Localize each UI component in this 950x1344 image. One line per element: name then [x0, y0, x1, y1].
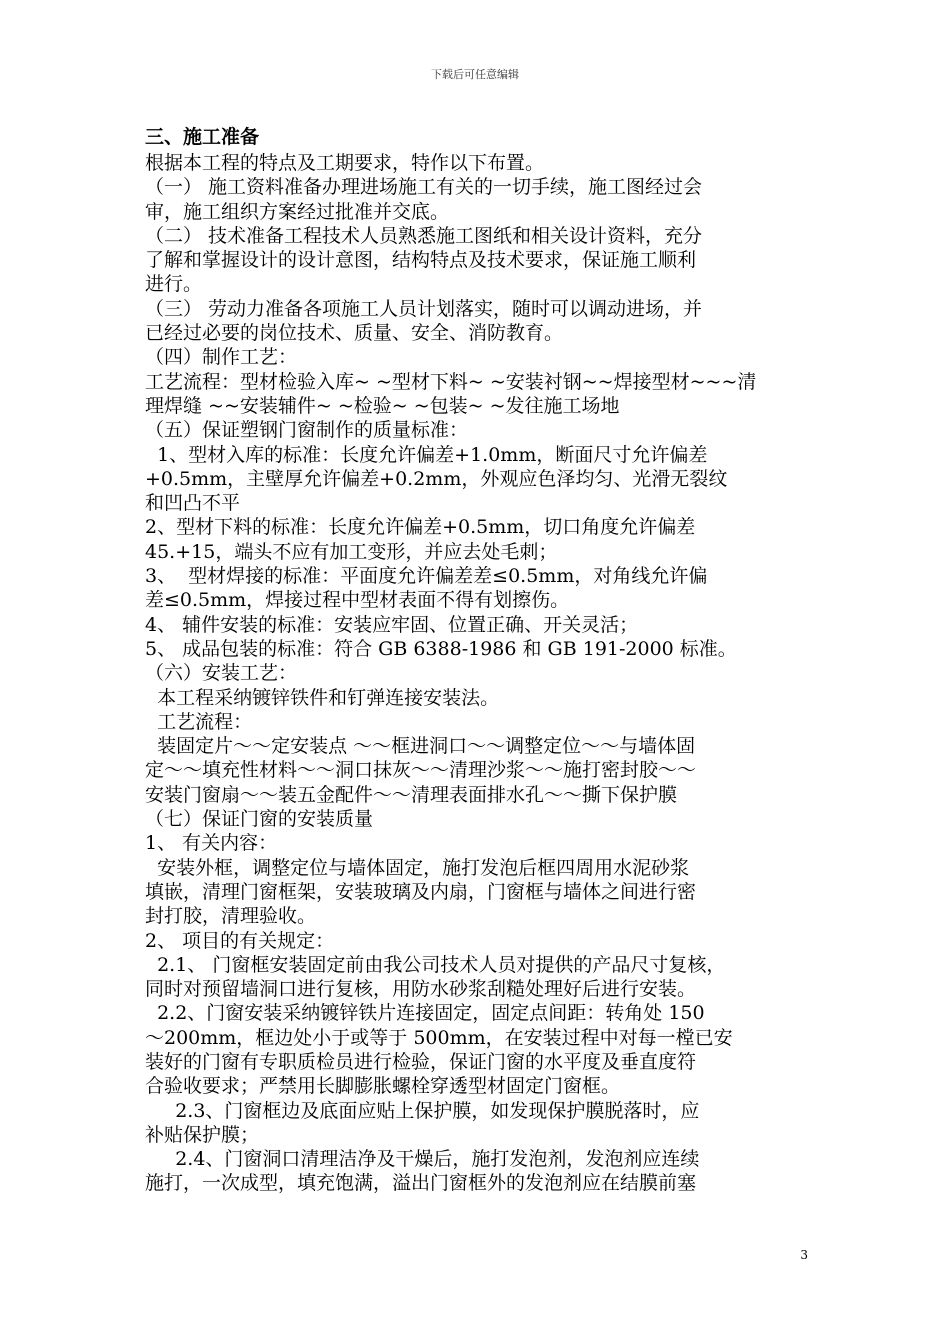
- paragraph-lines: [145, 151, 815, 1196]
- text-line: 补贴保护膜；: [145, 1123, 260, 1146]
- text-line: 本工程采纳镀锌铁件和钉弹连接安装法。: [145, 686, 500, 709]
- text-line: 审，施工组织方案经过批准并交底。: [145, 200, 450, 223]
- text-line: 2、 项目的有关规定：: [145, 929, 335, 952]
- text-line: 根据本工程的特点及工期要求，特作以下布置。: [145, 152, 545, 174]
- text-line: （七）保证门窗的安装质量: [145, 808, 374, 831]
- text-line: ～200mm，框边处小于或等于 500mm，在安装过程中对每一樘已安: [145, 1026, 733, 1049]
- text-line: 了解和掌握设计的设计意图，结构特点及技术要求，保证施工顺利: [145, 249, 697, 272]
- text-line: 1、 有关内容：: [145, 832, 278, 855]
- text-line: 封打胶，清理验收。: [145, 905, 317, 928]
- text-line: 理焊缝 ~~安装辅件~ ~检验~ ~包装~ ~发往施工场地: [145, 394, 620, 417]
- text-line: （六）安装工艺：: [145, 662, 298, 685]
- text-line: 安装外框，调整定位与墙体固定，施打发泡后框四周用水泥砂浆: [145, 856, 690, 879]
- text-line: 装好的门窗有专职质检员进行检验，保证门窗的水平度及垂直度符: [145, 1050, 697, 1073]
- text-line: 工艺流程：型材检验入库~ ~型材下料~ ~安装衬钢~~焊接型材~~~清: [145, 370, 757, 393]
- page-number: 3: [800, 1248, 808, 1262]
- text-line: 合验收要求；严禁用长脚膨胀螺栓穿透型材固定门窗框。: [145, 1075, 621, 1098]
- text-line: （三） 劳动力准备各项施工人员计划落实，随时可以调动进场，并: [145, 297, 703, 320]
- text-line: （二） 技术准备工程技术人员熟悉施工图纸和相关设计资料，充分: [145, 224, 703, 247]
- text-line: 45.+15，端头不应有加工变形，并应去处毛刺；: [145, 540, 558, 563]
- text-line: 2、型材下料的标准：长度允许偏差+0.5mm，切口角度允许偏差: [145, 516, 696, 539]
- text-line: 施打，一次成型，填充饱满，溢出门窗框外的发泡剂应在结膜前塞: [145, 1172, 697, 1195]
- text-line: 进行。: [145, 273, 203, 296]
- text-line: 同时对预留墙洞口进行复核，用防水砂浆刮糙处理好后进行安装。: [145, 978, 697, 1001]
- text-line: 5、 成品包装的标准：符合 GB 6388-1986 和 GB 191-2000 标准。: [145, 637, 737, 660]
- text-line: 2.1、 门窗框安装固定前由我公司技术人员对提供的产品尺寸复核，: [145, 953, 726, 976]
- text-line: 装固定片～～定安装点 ～～框进洞口～～调整定位～～与墙体固: [145, 735, 696, 758]
- text-line: 填嵌，清理门窗框架，安装玻璃及内扇，门窗框与墙体之间进行密: [145, 880, 697, 903]
- text-line: 差≤0.5mm，焊接过程中型材表面不得有划擦伤。: [145, 589, 570, 612]
- page-header: 下载后可任意编辑: [431, 68, 519, 81]
- text-line: 2.2、门窗安装采纳镀锌铁片连接固定，固定点间距：转角处 150: [145, 1002, 705, 1025]
- text-line: 1、型材入库的标准：长度允许偏差+1.0mm，断面尺寸允许偏差: [145, 443, 708, 466]
- text-line: +0.5mm，主壁厚允许偏差+0.2mm，外观应色泽均匀、光滑无裂纹: [145, 467, 728, 490]
- text-line: （五）保证塑钢门窗制作的质量标准：: [145, 419, 469, 442]
- text-line: 2.3、门窗框边及底面应贴上保护膜，如发现保护膜脱落时，应: [145, 1099, 700, 1122]
- text-line: 2.4、门窗洞口清理洁净及干燥后，施打发泡剂，发泡剂应连续: [145, 1148, 700, 1171]
- text-line: 安装门窗扇～～装五金配件～～清理表面排水孔～～撕下保护膜: [145, 783, 678, 806]
- text-line: 4、 辅件安装的标准：安装应牢固、位置正确、开关灵活；: [145, 613, 639, 636]
- text-line: 和凹凸不平: [145, 492, 241, 515]
- text-line: 3、 型材焊接的标准：平面度允许偏差差≤0.5mm，对角线允许偏: [145, 565, 708, 588]
- section-heading: 三、施工准备: [145, 126, 260, 148]
- text-line: （四）制作工艺：: [145, 346, 298, 369]
- text-line: 定～～填充性材料～～洞口抹灰～～清理沙浆～～施打密封胶～～: [145, 759, 697, 782]
- text-line: （一） 施工资料准备办理进场施工有关的一切手续，施工图经过会: [145, 176, 703, 199]
- text-line: 已经过必要的岗位技术、质量、安全、消防教育。: [145, 322, 564, 345]
- text-line: 工艺流程：: [145, 710, 253, 733]
- document-body: [145, 124, 815, 1196]
